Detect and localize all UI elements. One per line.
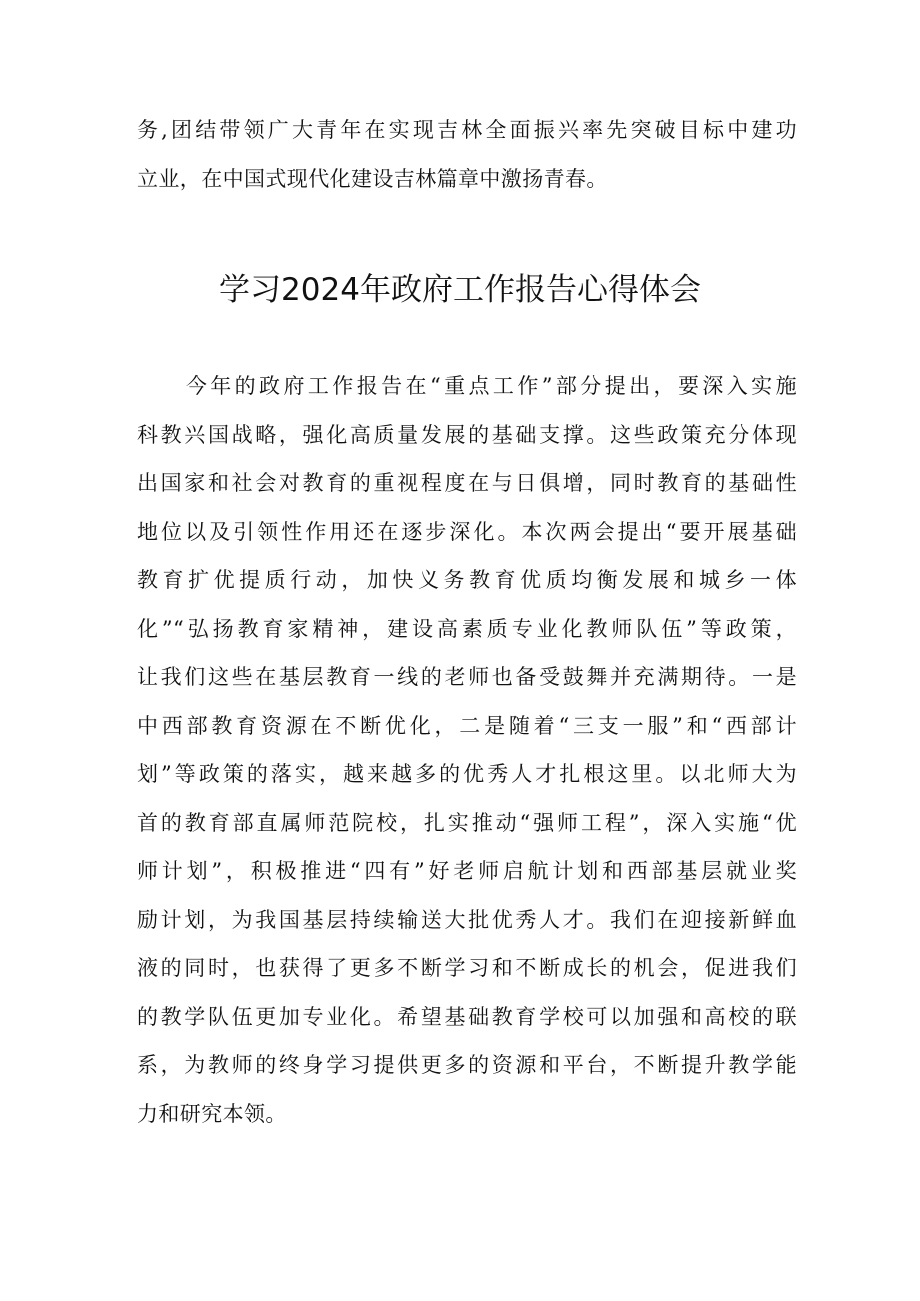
- article-body-paragraph: [137, 362, 797, 1138]
- paragraph-line: 力和研究本领。: [137, 1101, 287, 1126]
- article-title: 学习2024年政府工作报告心得体会: [219, 272, 701, 308]
- paragraph-line: 今年的政府工作报告在“重点工作”部分提出，要深入实施: [137, 374, 797, 398]
- paragraph-line: 首的教育部直属师范院校，扎实推动“强师工程”，深入实施“优: [137, 810, 797, 835]
- paragraph-line: 中西部教育资源在不断优化，二是随着“三支一服”和“西部计: [137, 713, 797, 738]
- paragraph-line: 地位以及引领性作用还在逐步深化。本次两会提出“要开展基础: [137, 519, 797, 544]
- paragraph-line: 出国家和社会对教育的重视程度在与日俱增，同时教育的基础性: [137, 471, 797, 495]
- paragraph-line: 液的同时，也获得了更多不断学习和不断成长的机会，促进我们: [137, 956, 797, 980]
- paragraph-line: 科教兴国战略，强化高质量发展的基础支撑。这些政策充分体现: [137, 422, 797, 447]
- paragraph-line: 的教学队伍更加专业化。希望基础教育学校可以加强和高校的联: [137, 1004, 797, 1029]
- paragraph-line: 系，为教师的终身学习提供更多的资源和平台，不断提升教学能: [137, 1053, 797, 1077]
- paragraph-line: 立业，在中国式现代化建设吉林篇章中激扬青春。: [137, 166, 608, 191]
- paragraph-line: 让我们这些在基层教育一线的老师也备受鼓舞并充满期待。一是: [137, 665, 797, 689]
- paragraph-line: 励计划，为我国基层持续输送大批优秀人才。我们在迎接新鲜血: [137, 907, 797, 932]
- paragraph-line: 划”等政策的落实，越来越多的优秀人才扎根这里。以北师大为: [137, 762, 797, 786]
- paragraph-line: 教育扩优提质行动，加快义务教育优质均衡发展和城乡一体: [137, 568, 797, 592]
- paragraph-line: 化”“弘扬教育家精神，建设高素质专业化教师队伍”等政策，: [137, 616, 797, 641]
- continued-paragraph: [137, 106, 797, 203]
- paragraph-line: 师计划”，积极推进“四有”好老师启航计划和西部基层就业奖: [137, 859, 797, 883]
- paragraph-line: 务,团结带领广大青年在实现吉林全面振兴率先突破目标中建功: [137, 118, 797, 142]
